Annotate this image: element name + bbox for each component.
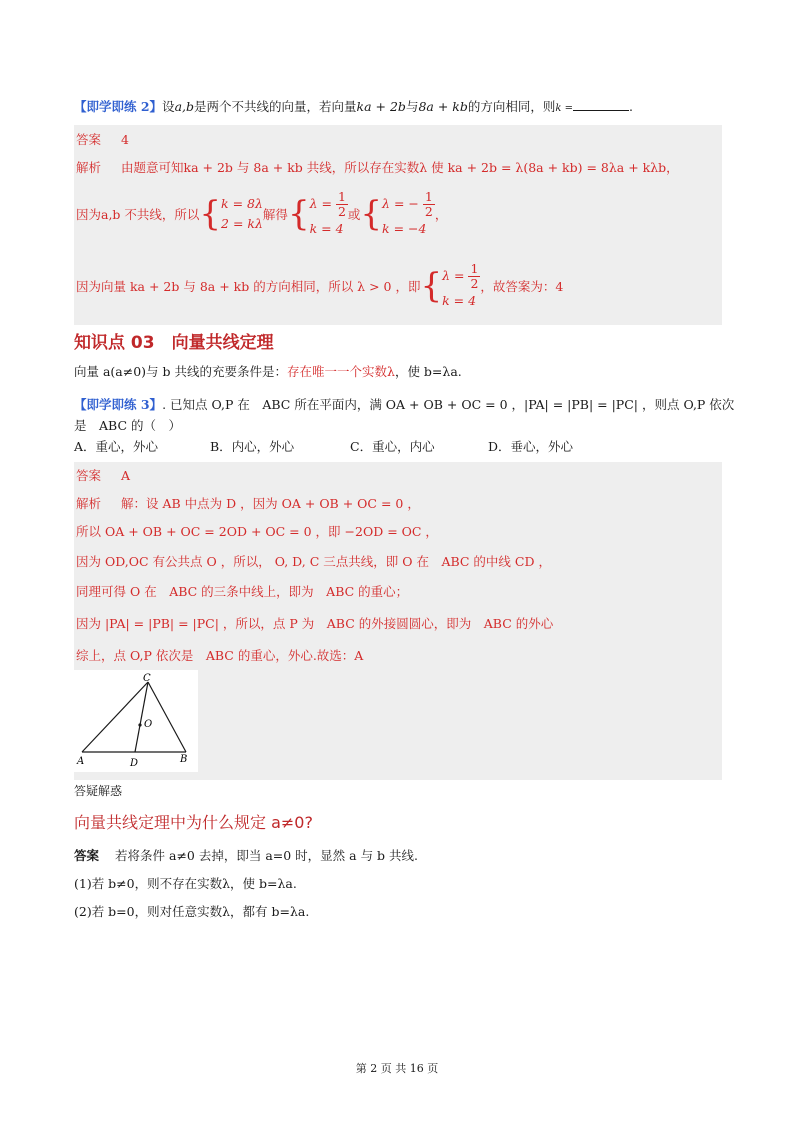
label-b: B xyxy=(180,754,188,765)
ex3-analysis-line6: 综上，点 O,P 依次是 ABC 的重心，外心.故选：A xyxy=(76,648,364,663)
triangle-diagram xyxy=(74,670,198,772)
system-solution-1: λ = $\frac{1}{2}$ k = 4 xyxy=(309,188,346,236)
option-c: C．重心，内心 xyxy=(350,439,435,454)
ex2-answer: 答案 4 xyxy=(76,132,129,147)
option-d: D．垂心，外心 xyxy=(488,439,574,454)
ex3-analysis-line3: 因为 OD,OC 有公共点 O ，所以， O, D, C 三点共线，即 O 在 ABC 的中线 CD ， xyxy=(76,554,551,569)
label-d: D xyxy=(130,758,139,769)
ex3-analysis-line4: 同理可得 O 在 ABC 的三条中线上，即为 ABC 的重心； xyxy=(76,584,409,599)
system-equation-1: k = 8λ 2 = kλ xyxy=(221,196,263,231)
system-solution-final: λ = $\frac{1}{2}$ k = 4 xyxy=(442,260,479,308)
system-solution-2: λ = − $\frac{1}{2}$ k = −4 xyxy=(382,188,433,236)
section-heading: 知识点 03 向量共线定理 xyxy=(74,333,274,353)
qa-label: 答疑解惑 xyxy=(74,784,123,798)
option-b: B．内心，外心 xyxy=(210,439,295,454)
ex3-question-line1: 【即学即练 3】. 已知点 O,P 在 ABC 所在平面内，满 OA + OB + OC = 0 ，|PA| = |PB| = |PC| ，则点 O,P 依次 xyxy=(74,397,735,412)
ex3-tag: 【即学即练 3】 xyxy=(74,397,163,412)
ex2-question: 【即学即练 2】设a,b是两个不共线的向量，若向量ka + 2b与8a + kb的方向相同，则k = . xyxy=(74,99,633,114)
ex2-analysis-line1: 解析 由题意可知ka + 2b 与 8a + kb 共线，所以存在实数λ 使 ka + 2b = λ(8a + kb) = 8λa + kλb， xyxy=(76,160,679,175)
page-footer: 第 2 页 共 16 页 xyxy=(355,1062,439,1075)
ex3-question-line2: 是 ABC 的（ ） xyxy=(74,418,181,433)
theorem-statement: 向量 a(a≠0)与 b 共线的充要条件是：存在唯一一个实数λ，使 b=λa. xyxy=(74,364,462,379)
qa-heading: 向量共线定理中为什么规定 a≠0? xyxy=(74,813,313,832)
ex2-analysis-line2: 因为a,b 不共线，所以 { k = 8λ 2 = kλ 解得 { λ = $\frac{1}{2}$ k = 4 或 { λ = − $\frac{1}{2}$ k = −4 ， xyxy=(76,186,447,242)
ex3-analysis-line1: 解析 解：设 AB 中点为 D ，因为 OA + OB + OC = 0 ， xyxy=(76,496,420,511)
answer-blank xyxy=(573,98,629,111)
label-a: A xyxy=(77,756,85,767)
ex3-analysis-line5: 因为 |PA| = |PB| = |PC| ，所以，点 P 为 ABC 的外接圆圆心，即为 ABC 的外心 xyxy=(76,616,554,631)
triangle-figure xyxy=(74,670,198,772)
label-o: O xyxy=(144,719,153,730)
qa-item-1: (1)若 b≠0，则不存在实数λ，使 b=λa. xyxy=(74,876,297,891)
ex3-analysis-line2: 所以 OA + OB + OC = 2OD + OC = 0 ，即 −2OD = OC ， xyxy=(76,524,438,539)
ex2-analysis-line3: 因为向量 ka + 2b 与 8a + kb 的方向相同，所以 λ > 0 ，即 { λ = $\frac{1}{2}$ k = 4 ，故答案为：4 xyxy=(76,258,563,314)
option-a: A．重心，外心 xyxy=(74,439,159,454)
ex3-answer: 答案 A xyxy=(76,468,131,483)
ex2-tag: 【即学即练 2】 xyxy=(74,99,163,114)
label-c: C xyxy=(143,673,151,684)
qa-item-2: (2)若 b=0，则对任意实数λ，都有 b=λa. xyxy=(74,904,310,919)
qa-answer: 答案 若将条件 a≠0 去掉，即当 a=0 时，显然 a 与 b 共线. xyxy=(74,848,418,863)
